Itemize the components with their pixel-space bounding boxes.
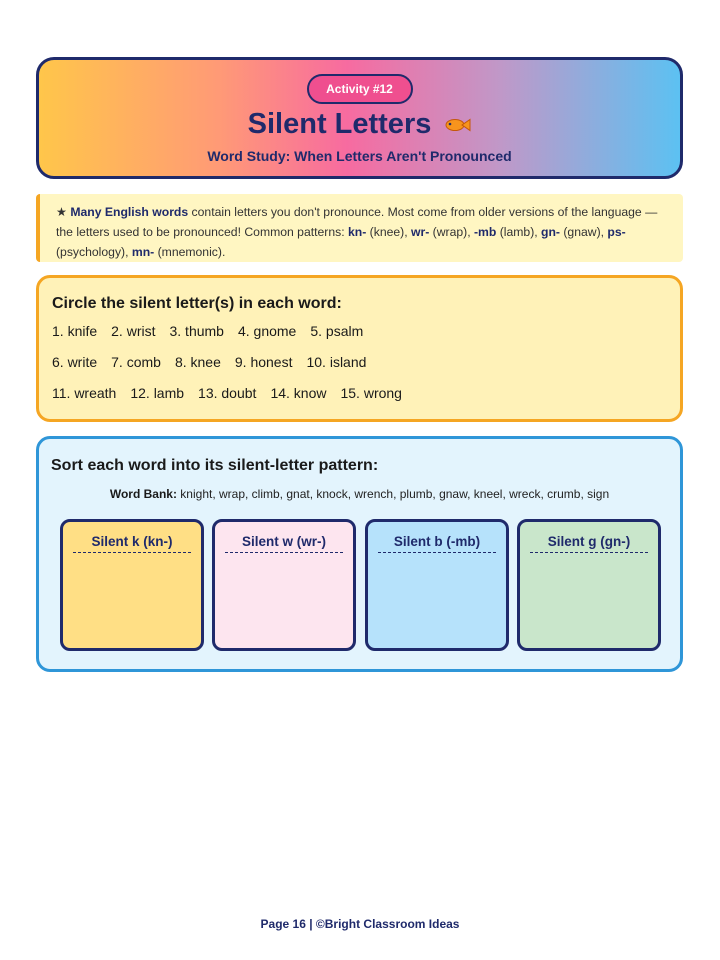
pattern-prefix: gn- <box>541 225 560 239</box>
sort-activity <box>36 436 683 672</box>
word-row <box>52 323 680 344</box>
sort-bin[interactable] <box>517 519 661 651</box>
word-item[interactable]: 2. wrist <box>111 323 156 339</box>
word-item[interactable]: 3. thumb <box>169 323 224 339</box>
word-item[interactable]: 15. wrong <box>340 385 402 401</box>
bin-label: Silent k (kn-) <box>73 534 191 553</box>
circle-title: Circle the silent letter(s) in each word: <box>52 295 342 312</box>
word-item[interactable]: 6. write <box>52 354 98 370</box>
sort-bin[interactable] <box>365 519 509 651</box>
page-title <box>39 107 680 141</box>
activity-badge: Activity #12 <box>307 74 413 104</box>
note-lead: Many English words <box>70 205 189 219</box>
pattern-prefix: mn- <box>131 245 155 259</box>
word-item[interactable]: 1. knife <box>52 323 98 339</box>
word-item[interactable]: 14. know <box>270 385 327 401</box>
pattern-prefix: -mb <box>473 225 497 239</box>
word-bank <box>39 487 680 501</box>
word-bank-label: Word Bank: <box>109 487 177 501</box>
word-item[interactable]: 12. lamb <box>130 385 185 401</box>
pattern-example: (psychology), <box>56 245 132 259</box>
page-subtitle: Word Study: When Letters Aren't Pronounced <box>207 148 512 164</box>
word-item[interactable]: 5. psalm <box>310 323 364 339</box>
sort-bin[interactable] <box>60 519 204 651</box>
fish-icon <box>445 106 471 140</box>
bin-label: Silent w (wr-) <box>225 534 343 553</box>
sort-title: Sort each word into its silent-letter pattern: <box>51 457 379 474</box>
sort-bins <box>60 519 662 651</box>
word-item[interactable]: 11. wreath <box>52 385 117 401</box>
word-row <box>52 354 680 375</box>
sort-bin[interactable] <box>212 519 356 651</box>
pattern-prefix: wr- <box>411 225 430 239</box>
intro-note <box>36 194 683 262</box>
word-item[interactable]: 7. comb <box>111 354 161 370</box>
pattern-example: (wrap), <box>429 225 474 239</box>
word-row <box>52 385 680 406</box>
circle-activity <box>36 275 683 422</box>
note-text: contain letters you don't pronounce. Most come from older versions of the language — the letters used to be pronounced! Common patterns: <box>56 205 658 239</box>
word-bank-words: knight, wrap, climb, gnat, knock, wrench, plumb, gnaw, kneel, wreck, crumb, sign <box>176 487 610 501</box>
title-text: Silent Letters <box>247 108 432 140</box>
pattern-example: (gnaw), <box>559 225 608 239</box>
star-icon: ★ <box>56 205 67 219</box>
pattern-prefix: ps- <box>607 225 626 239</box>
word-item[interactable]: 9. honest <box>234 354 293 370</box>
bin-label: Silent g (gn-) <box>530 534 648 553</box>
word-list <box>52 323 680 406</box>
bin-label: Silent b (-mb) <box>378 534 496 553</box>
pattern-example: (knee), <box>366 225 411 239</box>
page-footer: Page 16 | ©Bright Classroom Ideas <box>260 917 460 931</box>
pattern-example: (lamb), <box>496 225 542 239</box>
word-item[interactable]: 10. island <box>306 354 367 370</box>
activity-header <box>36 57 683 179</box>
word-item[interactable]: 13. doubt <box>198 385 257 401</box>
word-item[interactable]: 8. knee <box>174 354 221 370</box>
word-item[interactable]: 4. gnome <box>237 323 297 339</box>
pattern-prefix: kn- <box>348 225 367 239</box>
pattern-example: (mnemonic). <box>154 245 226 259</box>
